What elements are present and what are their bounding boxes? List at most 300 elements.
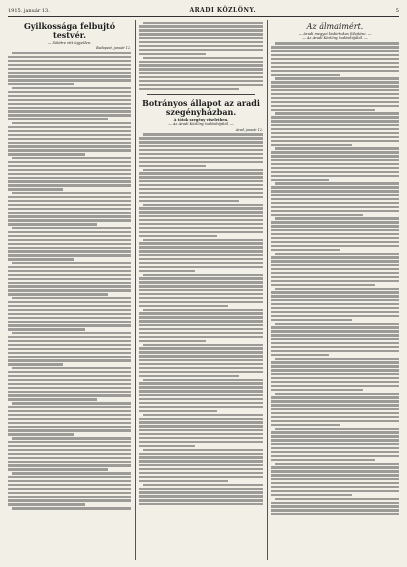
- text-line: [8, 91, 131, 93]
- text-line: [8, 107, 131, 109]
- text-line: [139, 347, 263, 349]
- text-line: [271, 54, 399, 56]
- text-line: [139, 266, 263, 268]
- text-line: [275, 217, 399, 219]
- text-line: [8, 476, 131, 478]
- text-line: [8, 363, 63, 365]
- text-line: [8, 285, 131, 287]
- text-line: [143, 344, 263, 346]
- text-line: [139, 176, 263, 178]
- text-line: [271, 97, 399, 99]
- text-line: [139, 386, 263, 388]
- text-line: [271, 136, 399, 138]
- text-line: [139, 390, 263, 392]
- text-line: [143, 22, 263, 24]
- text-line: [139, 88, 239, 90]
- text-line: [139, 227, 263, 229]
- text-line: [8, 75, 131, 77]
- text-line: [8, 161, 131, 163]
- text-line: [139, 188, 263, 190]
- text-line: [139, 480, 228, 482]
- text-line: [271, 198, 399, 200]
- text-line: [139, 172, 263, 174]
- text-line: [139, 64, 263, 66]
- text-line: [139, 211, 263, 213]
- text-line: [271, 105, 399, 107]
- text-line: [8, 169, 131, 171]
- text-line: [139, 433, 263, 435]
- text-line: [143, 309, 263, 311]
- text-line: [271, 151, 399, 153]
- text-line: [271, 408, 399, 410]
- text-line: [271, 58, 399, 60]
- text-line: [143, 449, 263, 451]
- text-line: [139, 316, 263, 318]
- text-line: [8, 79, 131, 81]
- text-line: [271, 245, 399, 247]
- text-line: [8, 461, 131, 463]
- text-line: [271, 89, 399, 91]
- text-line: [8, 410, 131, 412]
- text-line: [271, 400, 399, 402]
- text-line: [271, 163, 399, 165]
- text-line: [139, 37, 263, 39]
- text-line: [8, 391, 131, 393]
- text-line: [271, 175, 399, 177]
- text-line: [271, 365, 399, 367]
- text-line: [139, 371, 263, 373]
- text-line: [8, 223, 97, 225]
- text-line: [139, 460, 263, 462]
- text-line: [143, 379, 263, 381]
- text-line: [139, 68, 263, 70]
- text-line: [8, 138, 131, 140]
- text-line: [271, 144, 352, 146]
- text-line: [275, 323, 399, 325]
- text-line: [139, 375, 239, 377]
- text-line: [8, 464, 131, 466]
- text-line: [275, 428, 399, 430]
- text-line: [12, 297, 131, 299]
- text-line: [8, 278, 131, 280]
- text-line: [275, 358, 399, 360]
- column-3: [271, 20, 399, 560]
- text-line: [139, 25, 263, 27]
- text-line: [271, 179, 329, 181]
- text-line: [139, 359, 263, 361]
- text-line: [271, 315, 399, 317]
- text-line: [271, 377, 399, 379]
- text-line: [271, 342, 399, 344]
- text-line: [139, 418, 263, 420]
- text-line: [271, 509, 399, 511]
- text-line: [139, 445, 195, 447]
- text-line: [8, 165, 131, 167]
- article-subtitle: — Sötétre vitt ügyetlen.: [47, 41, 92, 45]
- text-line: [139, 421, 263, 423]
- text-line: [271, 330, 399, 332]
- text-line: [139, 336, 263, 338]
- text-line: [139, 149, 263, 151]
- text-line: [271, 159, 399, 161]
- text-line: [271, 381, 399, 383]
- text-line: [8, 375, 131, 377]
- text-line: [8, 83, 74, 85]
- text-line: [271, 124, 399, 126]
- text-line: [271, 46, 399, 48]
- text-line: [271, 513, 399, 515]
- text-line: [8, 188, 63, 190]
- text-line: [8, 177, 131, 179]
- text-line: [271, 389, 363, 391]
- text-line: [139, 223, 263, 225]
- text-line: [271, 120, 399, 122]
- text-line: [12, 262, 131, 264]
- text-line: [8, 274, 131, 276]
- text-line: [271, 74, 340, 76]
- column-rule: [135, 20, 136, 560]
- text-line: [8, 118, 108, 120]
- text-line: [8, 215, 131, 217]
- text-line: [143, 204, 263, 206]
- text-line: [139, 281, 263, 283]
- text-line: [139, 491, 263, 493]
- text-line: [271, 447, 399, 449]
- text-line: [12, 227, 131, 229]
- text-line: [139, 503, 263, 505]
- text-line: [139, 289, 263, 291]
- text-line: [271, 416, 399, 418]
- text-line: [275, 253, 399, 255]
- text-line: [8, 130, 131, 132]
- text-line: [139, 215, 263, 217]
- text-line: [12, 507, 131, 509]
- text-line: [271, 291, 399, 293]
- text-line: [271, 326, 399, 328]
- text-line: [139, 180, 263, 182]
- text-line: [139, 61, 263, 63]
- text-line: [12, 402, 131, 404]
- text-line: [139, 165, 206, 167]
- text-line: [139, 402, 263, 404]
- text-line: [143, 414, 263, 416]
- text-line: [271, 214, 363, 216]
- text-line: [8, 344, 131, 346]
- text-line: [275, 42, 399, 44]
- text-line: [139, 495, 263, 497]
- text-line: [8, 379, 131, 381]
- text-line: [8, 289, 131, 291]
- text-line: [271, 369, 399, 371]
- text-line: [8, 488, 131, 490]
- text-line: [139, 200, 239, 202]
- text-line: [271, 459, 375, 461]
- text-line: [271, 62, 399, 64]
- text-line: [139, 382, 263, 384]
- article-body: [271, 42, 399, 515]
- text-line: [271, 439, 399, 441]
- column-2: [139, 20, 263, 560]
- text-line: [271, 272, 399, 274]
- text-line: [271, 466, 399, 468]
- text-line: [8, 196, 131, 198]
- text-line: [8, 282, 131, 284]
- text-line: [139, 464, 263, 466]
- text-line: [139, 324, 263, 326]
- text-line: [271, 299, 399, 301]
- text-line: [271, 396, 399, 398]
- text-line: [139, 219, 263, 221]
- text-line: [8, 484, 131, 486]
- article-subtitle: — Aradi megyei kisbirtokos fölejtése. —: [298, 32, 372, 36]
- text-line: [139, 305, 228, 307]
- text-line: [8, 429, 131, 431]
- text-line: [139, 437, 263, 439]
- text-line: [271, 424, 340, 426]
- text-line: [8, 328, 85, 330]
- text-line: [8, 103, 131, 105]
- text-line: [8, 200, 131, 202]
- text-line: [139, 328, 263, 330]
- text-line: [271, 354, 329, 356]
- text-line: [271, 435, 399, 437]
- text-line: [271, 50, 399, 52]
- text-line: [8, 356, 131, 358]
- text-line: [271, 132, 399, 134]
- text-line: [139, 297, 263, 299]
- text-line: [271, 385, 399, 387]
- text-line: [271, 229, 399, 231]
- text-line: [139, 80, 263, 82]
- text-line: [8, 266, 131, 268]
- text-line: [8, 426, 131, 428]
- text-line: [139, 53, 206, 55]
- text-line: [139, 340, 206, 342]
- text-line: [271, 284, 375, 286]
- text-line: [139, 320, 263, 322]
- text-line: [139, 250, 263, 252]
- text-line: [8, 321, 131, 323]
- text-line: [139, 293, 263, 295]
- text-line: [8, 134, 131, 136]
- text-line: [271, 404, 399, 406]
- page-number: 5: [395, 7, 399, 14]
- text-line: [139, 441, 263, 443]
- text-line: [139, 29, 263, 31]
- text-line: [271, 338, 399, 340]
- text-line: [12, 157, 131, 159]
- text-line: [8, 243, 131, 245]
- text-line: [139, 262, 263, 264]
- text-line: [271, 221, 399, 223]
- text-line: [271, 233, 399, 235]
- text-line: [8, 235, 131, 237]
- text-line: [271, 346, 399, 348]
- text-line: [271, 319, 352, 321]
- text-line: [271, 171, 399, 173]
- text-line: [275, 463, 399, 465]
- text-line: [8, 204, 131, 206]
- text-line: [8, 110, 131, 112]
- text-line: [271, 474, 399, 476]
- text-line: [271, 470, 399, 472]
- text-line: [12, 332, 131, 334]
- text-line: [139, 254, 263, 256]
- text-line: [8, 301, 131, 303]
- text-line: [271, 334, 399, 336]
- article-body: [8, 52, 131, 510]
- text-line: [8, 219, 131, 221]
- text-line: [8, 418, 131, 420]
- text-line: [139, 235, 217, 237]
- text-line: [271, 206, 399, 208]
- text-line: [8, 247, 131, 249]
- text-line: [8, 499, 131, 501]
- text-line: [275, 112, 399, 114]
- text-line: [271, 260, 399, 262]
- text-line: [8, 414, 131, 416]
- text-line: [271, 186, 399, 188]
- text-line: [8, 445, 131, 447]
- text-line: [139, 398, 263, 400]
- text-line: [143, 484, 263, 486]
- text-line: [8, 492, 131, 494]
- text-line: [8, 180, 131, 182]
- text-line: [8, 441, 131, 443]
- text-line: [8, 352, 131, 354]
- text-line: [271, 482, 399, 484]
- text-line: [139, 145, 263, 147]
- text-line: [139, 161, 263, 163]
- text-line: [139, 453, 263, 455]
- text-line: [139, 157, 263, 159]
- text-line: [143, 57, 263, 59]
- issue-date: 1915. január 13.: [8, 7, 50, 14]
- text-line: [271, 443, 399, 445]
- text-line: [8, 480, 131, 482]
- text-line: [8, 64, 131, 66]
- dateline: Budapest, január 12.: [96, 46, 131, 51]
- text-line: [271, 494, 352, 496]
- text-line: [271, 295, 399, 297]
- text-line: [271, 268, 399, 270]
- text-line: [8, 149, 131, 151]
- text-line: [139, 394, 263, 396]
- text-line: [271, 280, 399, 282]
- text-line: [12, 122, 131, 124]
- article-subtitle: A tótok szegény viseletben.: [173, 118, 229, 123]
- text-line: [8, 398, 97, 400]
- text-line: [8, 60, 131, 62]
- text-line: [8, 56, 131, 58]
- text-line: [139, 429, 263, 431]
- text-line: [8, 95, 131, 97]
- text-line: [8, 324, 131, 326]
- text-line: [139, 184, 263, 186]
- text-line: [271, 350, 399, 352]
- text-line: [271, 505, 399, 507]
- text-line: [139, 301, 263, 303]
- text-line: [271, 140, 399, 142]
- text-line: [139, 258, 263, 260]
- text-line: [271, 478, 399, 480]
- text-line: [139, 270, 195, 272]
- text-line: [8, 208, 131, 210]
- article-title: Az álmaimért.: [306, 22, 364, 31]
- text-line: [8, 72, 131, 74]
- text-line: [8, 293, 108, 295]
- text-line: [8, 503, 85, 505]
- column-1: [8, 20, 131, 560]
- text-line: [139, 351, 263, 353]
- text-line: [139, 153, 263, 155]
- text-line: [139, 192, 263, 194]
- text-line: [8, 145, 131, 147]
- text-line: [8, 184, 131, 186]
- text-line: [271, 249, 340, 251]
- text-line: [139, 141, 263, 143]
- text-line: [275, 288, 399, 290]
- text-line: [139, 84, 263, 86]
- text-line: [139, 468, 263, 470]
- text-line: [139, 472, 263, 474]
- text-line: [271, 303, 399, 305]
- text-line: [139, 363, 263, 365]
- text-line: [8, 496, 131, 498]
- text-line: [8, 250, 131, 252]
- text-line: [139, 246, 263, 248]
- text-line: [271, 116, 399, 118]
- text-line: [271, 167, 399, 169]
- text-line: [8, 309, 131, 311]
- text-line: [8, 457, 131, 459]
- article-divider: [147, 94, 255, 95]
- text-line: [12, 192, 131, 194]
- byline: — Az Aradi Közlöny tudósítójától. —: [168, 122, 234, 127]
- text-line: [139, 196, 263, 198]
- dateline: Arad, január 12.: [235, 127, 263, 132]
- text-line: [271, 241, 399, 243]
- text-line: [139, 367, 263, 369]
- text-line: [275, 77, 399, 79]
- text-line: [139, 476, 263, 478]
- text-line: [8, 317, 131, 319]
- text-line: [271, 307, 399, 309]
- text-line: [139, 285, 263, 287]
- text-line: [271, 412, 399, 414]
- text-line: [139, 277, 263, 279]
- text-line: [271, 190, 399, 192]
- text-line: [8, 99, 131, 101]
- text-line: [8, 173, 131, 175]
- text-line: [12, 472, 131, 474]
- text-line: [8, 383, 131, 385]
- text-line: [8, 254, 131, 256]
- text-line: [8, 348, 131, 350]
- text-line: [139, 76, 263, 78]
- text-line: [139, 137, 263, 139]
- text-line: [139, 242, 263, 244]
- text-line: [271, 420, 399, 422]
- text-line: [139, 49, 263, 51]
- text-line: [8, 387, 131, 389]
- text-line: [8, 68, 131, 70]
- text-line: [8, 468, 108, 470]
- text-line: [12, 367, 131, 369]
- text-line: [139, 332, 263, 334]
- text-line: [271, 276, 399, 278]
- text-line: [8, 239, 131, 241]
